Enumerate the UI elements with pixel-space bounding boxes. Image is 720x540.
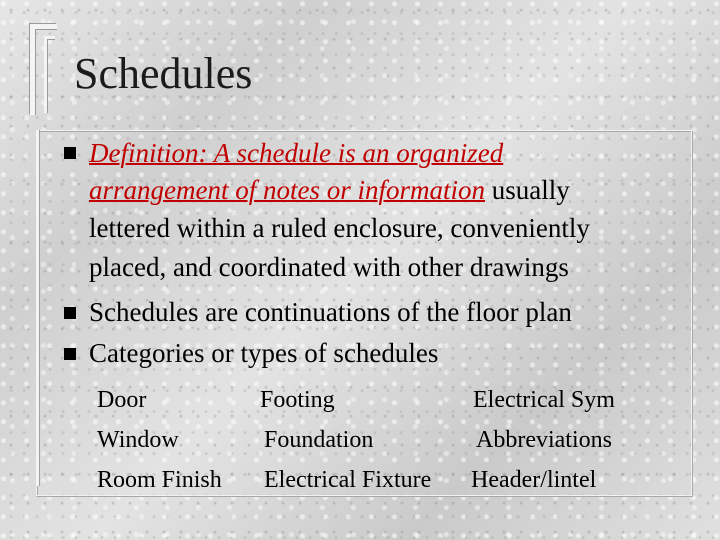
definition-rest-2: usually [485,175,570,205]
definition-line-3: lettered within a ruled enclosure, conveniently [89,213,590,243]
category-electrical-fixture: Electrical Fixture [264,467,432,493]
category-room-finish: Room Finish [97,467,222,493]
square-bullet-icon [64,348,76,360]
bullet-continuations: Schedules are continuations of the floor plan [89,297,572,327]
category-electrical-sym: Electrical Sym [473,387,615,413]
category-abbreviations: Abbreviations [476,427,612,453]
square-bullet-icon [64,307,76,319]
category-foundation: Foundation [264,427,374,453]
bullet-categories: Categories or types of schedules [89,338,439,368]
definition-emphasis-1: Definition: A schedule is an organized [89,138,504,168]
slide-title: Schedules [74,49,253,98]
body-frame-left-edge [36,130,45,486]
square-bullet-icon [64,147,76,159]
definition-emphasis-2: arrangement of notes or information [89,175,485,205]
category-window: Window [97,427,179,453]
title-frame-inner [44,36,55,113]
definition-line-2 [89,170,570,210]
category-footing: Footing [260,387,335,413]
category-header-lintel: Header/lintel [471,467,597,493]
definition-line-1 [89,133,503,173]
definition-line-4: placed, and coordinated with other drawings [89,252,569,282]
category-door: Door [97,387,147,413]
